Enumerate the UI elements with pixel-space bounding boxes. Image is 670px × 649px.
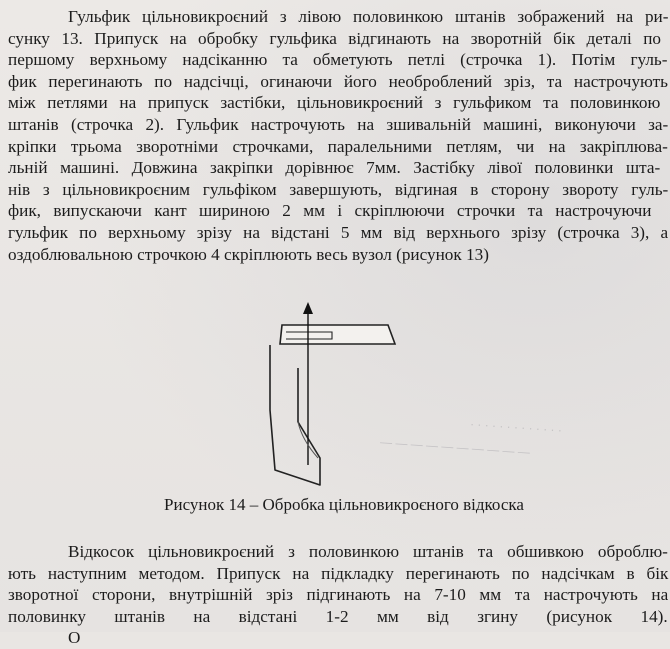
text-line: фик, випускаючи кант шириною 2 мм і скріплюючи строчки та настрочуючи <box>8 201 652 221</box>
bleed-through-text: · · · · · · · · · · · · · <box>469 416 563 438</box>
bleed-through-text: — — — — — — — — — — <box>379 434 531 460</box>
trouser-outline <box>270 345 320 485</box>
text-line: кріпки трьома зворотніми строчками, паралельними петлям, чи на закріплюва- <box>8 136 668 156</box>
text-line: між петлями на припуск застібки, цільновикроєний з гульфиком та половинкою <box>8 93 661 113</box>
paragraph-fly-front <box>8 6 668 265</box>
text-line: половинку штанів на відстані 1-2 мм від згину (рисунок 14). <box>8 606 668 626</box>
figure-caption: Рисунок 14 – Обробка цільновикроєного відкоска <box>164 495 524 514</box>
facing-piece <box>280 325 395 344</box>
text-line: О <box>68 628 81 648</box>
arrow-head-icon <box>303 302 313 314</box>
text-line: гульфик по верхньому зрізу на відстані 5 мм від верхнього зрізу (строчка 3), а <box>8 222 669 242</box>
text-line: фик перегинають по надсічці, огинаючи його необроблений зріз, та настрочують <box>8 71 669 91</box>
text-line: сунку 13. Припуск на обробку гульфика відгинають на зворотній бік деталі по <box>8 28 662 48</box>
figure-14-drawing <box>240 290 420 490</box>
text-line: нів з цільновикроєним гульфіком завершують, відгиная в сторону звороту гуль- <box>8 179 669 199</box>
text-line: ють наступним методом. Припуск на підкладку перегинають по надсічкам в бік <box>8 563 669 583</box>
text-line: зворотної сторони, внутрішній зріз підгинають на 7-10 мм та настрочують на <box>8 585 669 605</box>
text-line: першому верхньому надсіканню та обметують петлі (строчка 1). Потім гуль- <box>8 50 668 70</box>
text-line: оздоблювальною строчкою 4 скріплюють весь вузол (рисунок 13) <box>8 244 489 264</box>
text-line: Гульфик цільновикроєний з лівою половинкою штанів зображений на ри- <box>68 7 669 26</box>
text-line: штанів (строчка 2). Гульфик настрочують на зшивальній машині, виконуючи за- <box>8 114 669 134</box>
text-line: Відкосок цільновикроєний з половинкою штанів та обшивкою оброблю- <box>68 542 668 561</box>
paragraph-side-slit <box>8 541 668 649</box>
text-line: льній машині. Довжина закріпки дорівнює 7мм. Застібку лівої половинки шта- <box>8 158 661 178</box>
